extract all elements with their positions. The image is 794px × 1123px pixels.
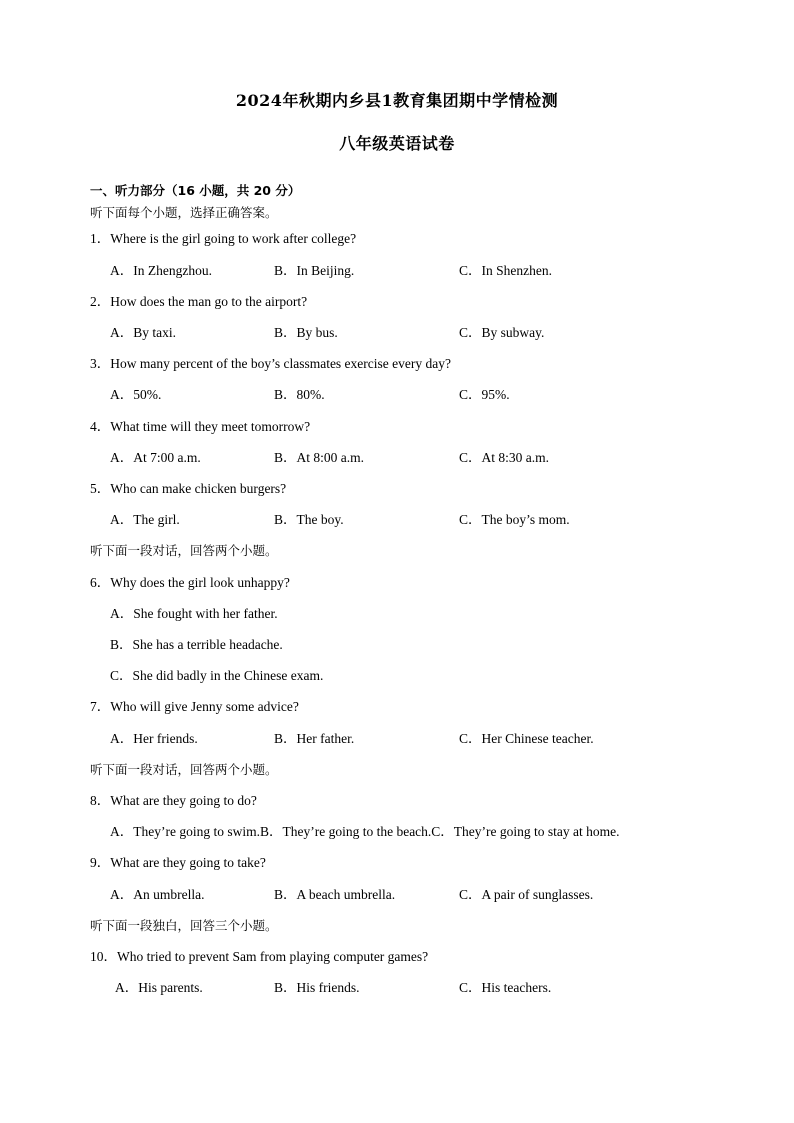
question-2: 2．How does the man go to the airport? <box>90 294 308 309</box>
question-9: 9．What are they going to take? <box>90 855 266 870</box>
q4-option-a: A．At 7:00 a.m. <box>110 450 201 465</box>
q6-option-a: A．She fought with her father. <box>110 606 278 621</box>
q6-option-c: C．She did badly in the Chinese exam. <box>110 668 324 683</box>
q9-option-b: B．A beach umbrella. <box>274 887 396 902</box>
question-1: 1．Where is the girl going to work after college? <box>90 231 357 246</box>
dialogue-instruction-2: 听下面一段对话，回答两个小题。 <box>90 762 278 777</box>
q7-option-b: B．Her father. <box>274 731 355 746</box>
q7-option-c: C．Her Chinese teacher. <box>459 731 594 746</box>
q4-option-c: C．At 8:30 a.m. <box>459 450 549 465</box>
q6-option-b: B．She has a terrible headache. <box>110 637 283 652</box>
exam-subtitle: 八年级英语试卷 <box>339 134 455 153</box>
question-10: 10．Who tried to prevent Sam from playing computer games? <box>90 949 429 964</box>
q8-options: A．They’re going to swim.B．They’re going to the beach.C．They’re going to stay at home. <box>110 824 620 839</box>
monologue-instruction: 听下面一段独白，回答三个小题。 <box>90 918 278 933</box>
question-6: 6．Why does the girl look unhappy? <box>90 575 290 590</box>
q9-option-c: C．A pair of sunglasses. <box>459 887 594 902</box>
q10-option-b: B．His friends. <box>274 980 360 995</box>
section-heading: 一、听力部分（16 小题，共 20 分） <box>90 183 301 198</box>
q5-option-a: A．The girl. <box>110 512 180 527</box>
q2-option-c: C．By subway. <box>459 325 545 340</box>
question-8: 8．What are they going to do? <box>90 793 257 808</box>
question-5: 5．Who can make chicken burgers? <box>90 481 287 496</box>
q2-option-a: A．By taxi. <box>110 325 176 340</box>
q2-option-b: B．By bus. <box>274 325 338 340</box>
q5-option-b: B．The boy. <box>274 512 344 527</box>
question-3: 3．How many percent of the boy’s classmates exercise every day? <box>90 356 451 371</box>
q3-option-c: C．95%. <box>459 387 510 402</box>
exam-title: 2024年秋期内乡县1教育集团期中学情检测 <box>235 91 559 110</box>
q4-option-b: B．At 8:00 a.m. <box>274 450 364 465</box>
question-4: 4．What time will they meet tomorrow? <box>90 419 311 434</box>
q7-option-a: A．Her friends. <box>110 731 198 746</box>
q5-option-c: C．The boy’s mom. <box>459 512 570 527</box>
q1-option-a: A．In Zhengzhou. <box>110 263 212 278</box>
q9-option-a: A．An umbrella. <box>110 887 205 902</box>
q10-option-a: A．His parents. <box>115 980 203 995</box>
q3-option-b: B．80%. <box>274 387 325 402</box>
q1-option-b: B．In Beijing. <box>274 263 355 278</box>
q10-option-c: C．His teachers. <box>459 980 552 995</box>
dialogue-instruction-1: 听下面一段对话，回答两个小题。 <box>90 543 278 558</box>
q1-option-c: C．In Shenzhen. <box>459 263 552 278</box>
question-7: 7．Who will give Jenny some advice? <box>90 699 299 714</box>
section-instruction: 听下面每个小题，选择正确答案。 <box>90 205 278 220</box>
q3-option-a: A．50%. <box>110 387 162 402</box>
